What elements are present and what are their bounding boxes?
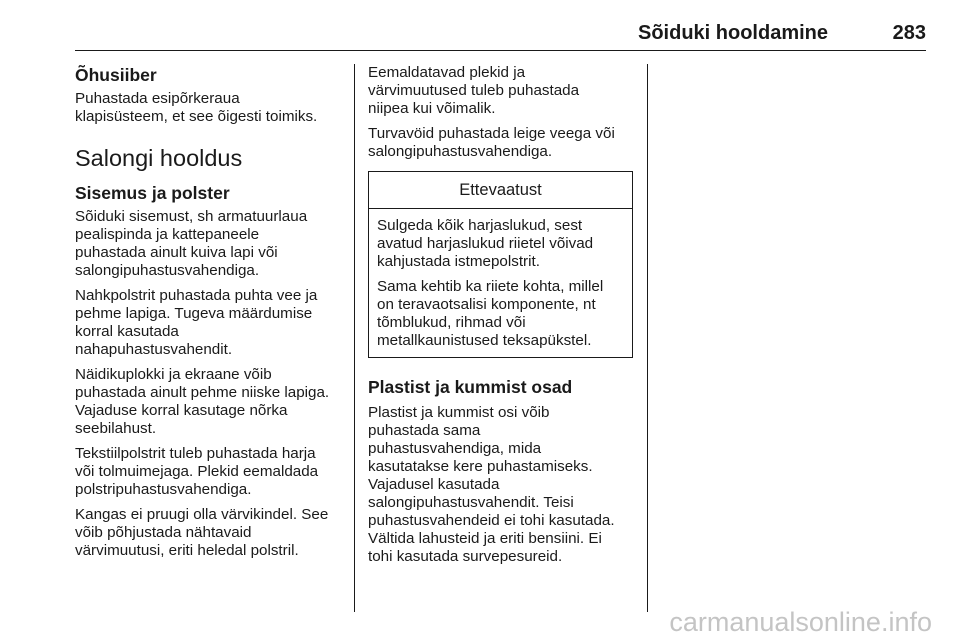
paragraph-interior: Sõiduki sisemust, sh armatuurlaua pealispinda ja kattepaneele puhastada ainult kuiva lapi või salongipuhastusvahendiga. [75,208,308,279]
caution-paragraph-2: Sama kehtib ka riiete kohta, millel on teravaotsalisi komponente, nt tõmblukud, rihmad või metallkaunistused teksapükstel. [377,278,604,349]
column-divider-right [647,64,648,612]
column-divider-left [354,64,355,612]
caution-body [369,209,632,350]
paragraph-displays: Näidikuplokki ja ekraane võib puhastada ainult pehme niiske lapiga. Vajaduse korral kasutage nõrka seebilahust. [75,366,330,437]
heading-interior-upholstery: Sisemus ja polster [75,183,230,203]
page-header-title: Sõiduki hooldamine [637,22,828,44]
paragraph-seatbelts: Turvavöid puhastada leige veega või salongipuhastusvahendiga. [368,125,615,160]
page-number: 283 [892,22,926,44]
paragraph-fabric: Kangas ei pruugi olla värvikindel. See võib põhjustada nähtavaid värvimuutusi, eriti heledal polstril. [75,506,329,559]
caution-paragraph-1: Sulgeda kõik harjaslukud, sest avatud harjaslukud riietel võivad kahjustada istmepolstrit. [377,217,594,270]
heading-air-flap: Õhusiiber [75,65,157,85]
paragraph-textile: Tekstiilpolstrit tuleb puhastada harja või tolmuimejaga. Plekid eemaldada polstripuhastusvahendiga. [75,445,319,498]
heading-plastic-rubber: Plastist ja kummist osad [368,377,573,397]
paragraph-plastic-rubber: Plastist ja kummist osi võib puhastada sama puhastusvahendiga, mida kasutatakse kere puhastamiseks. Vajadusel kasutada salongipuhastusvahendit. Teisi puhastusvahendeid ei tohi kasutada. Vältida lahusteid ja eriti bensiini. Ei tohi kasutada survepesureid. [368,404,615,565]
text-column-2 [368,64,636,573]
watermark: carmanualsonline.info [669,607,932,637]
header-divider [75,50,926,51]
text-column-1 [75,64,350,567]
paragraph-stains: Eemaldatavad plekid ja värvimuutused tuleb puhastada niipea kui võimalik. [368,64,580,117]
caution-title: Ettevaatust [369,172,632,209]
section-title: Salongi hooldus [75,145,243,171]
paragraph-leather: Nahkpolstrit puhastada puhta vee ja pehme lapiga. Tugeva määrdumise korral kasutada nahapuhastusvahendit. [75,287,318,358]
caution-box [368,171,633,358]
paragraph-air-flap: Puhastada esipõrkeraua klapisüsteem, et see õigesti toimiks. [75,90,318,125]
